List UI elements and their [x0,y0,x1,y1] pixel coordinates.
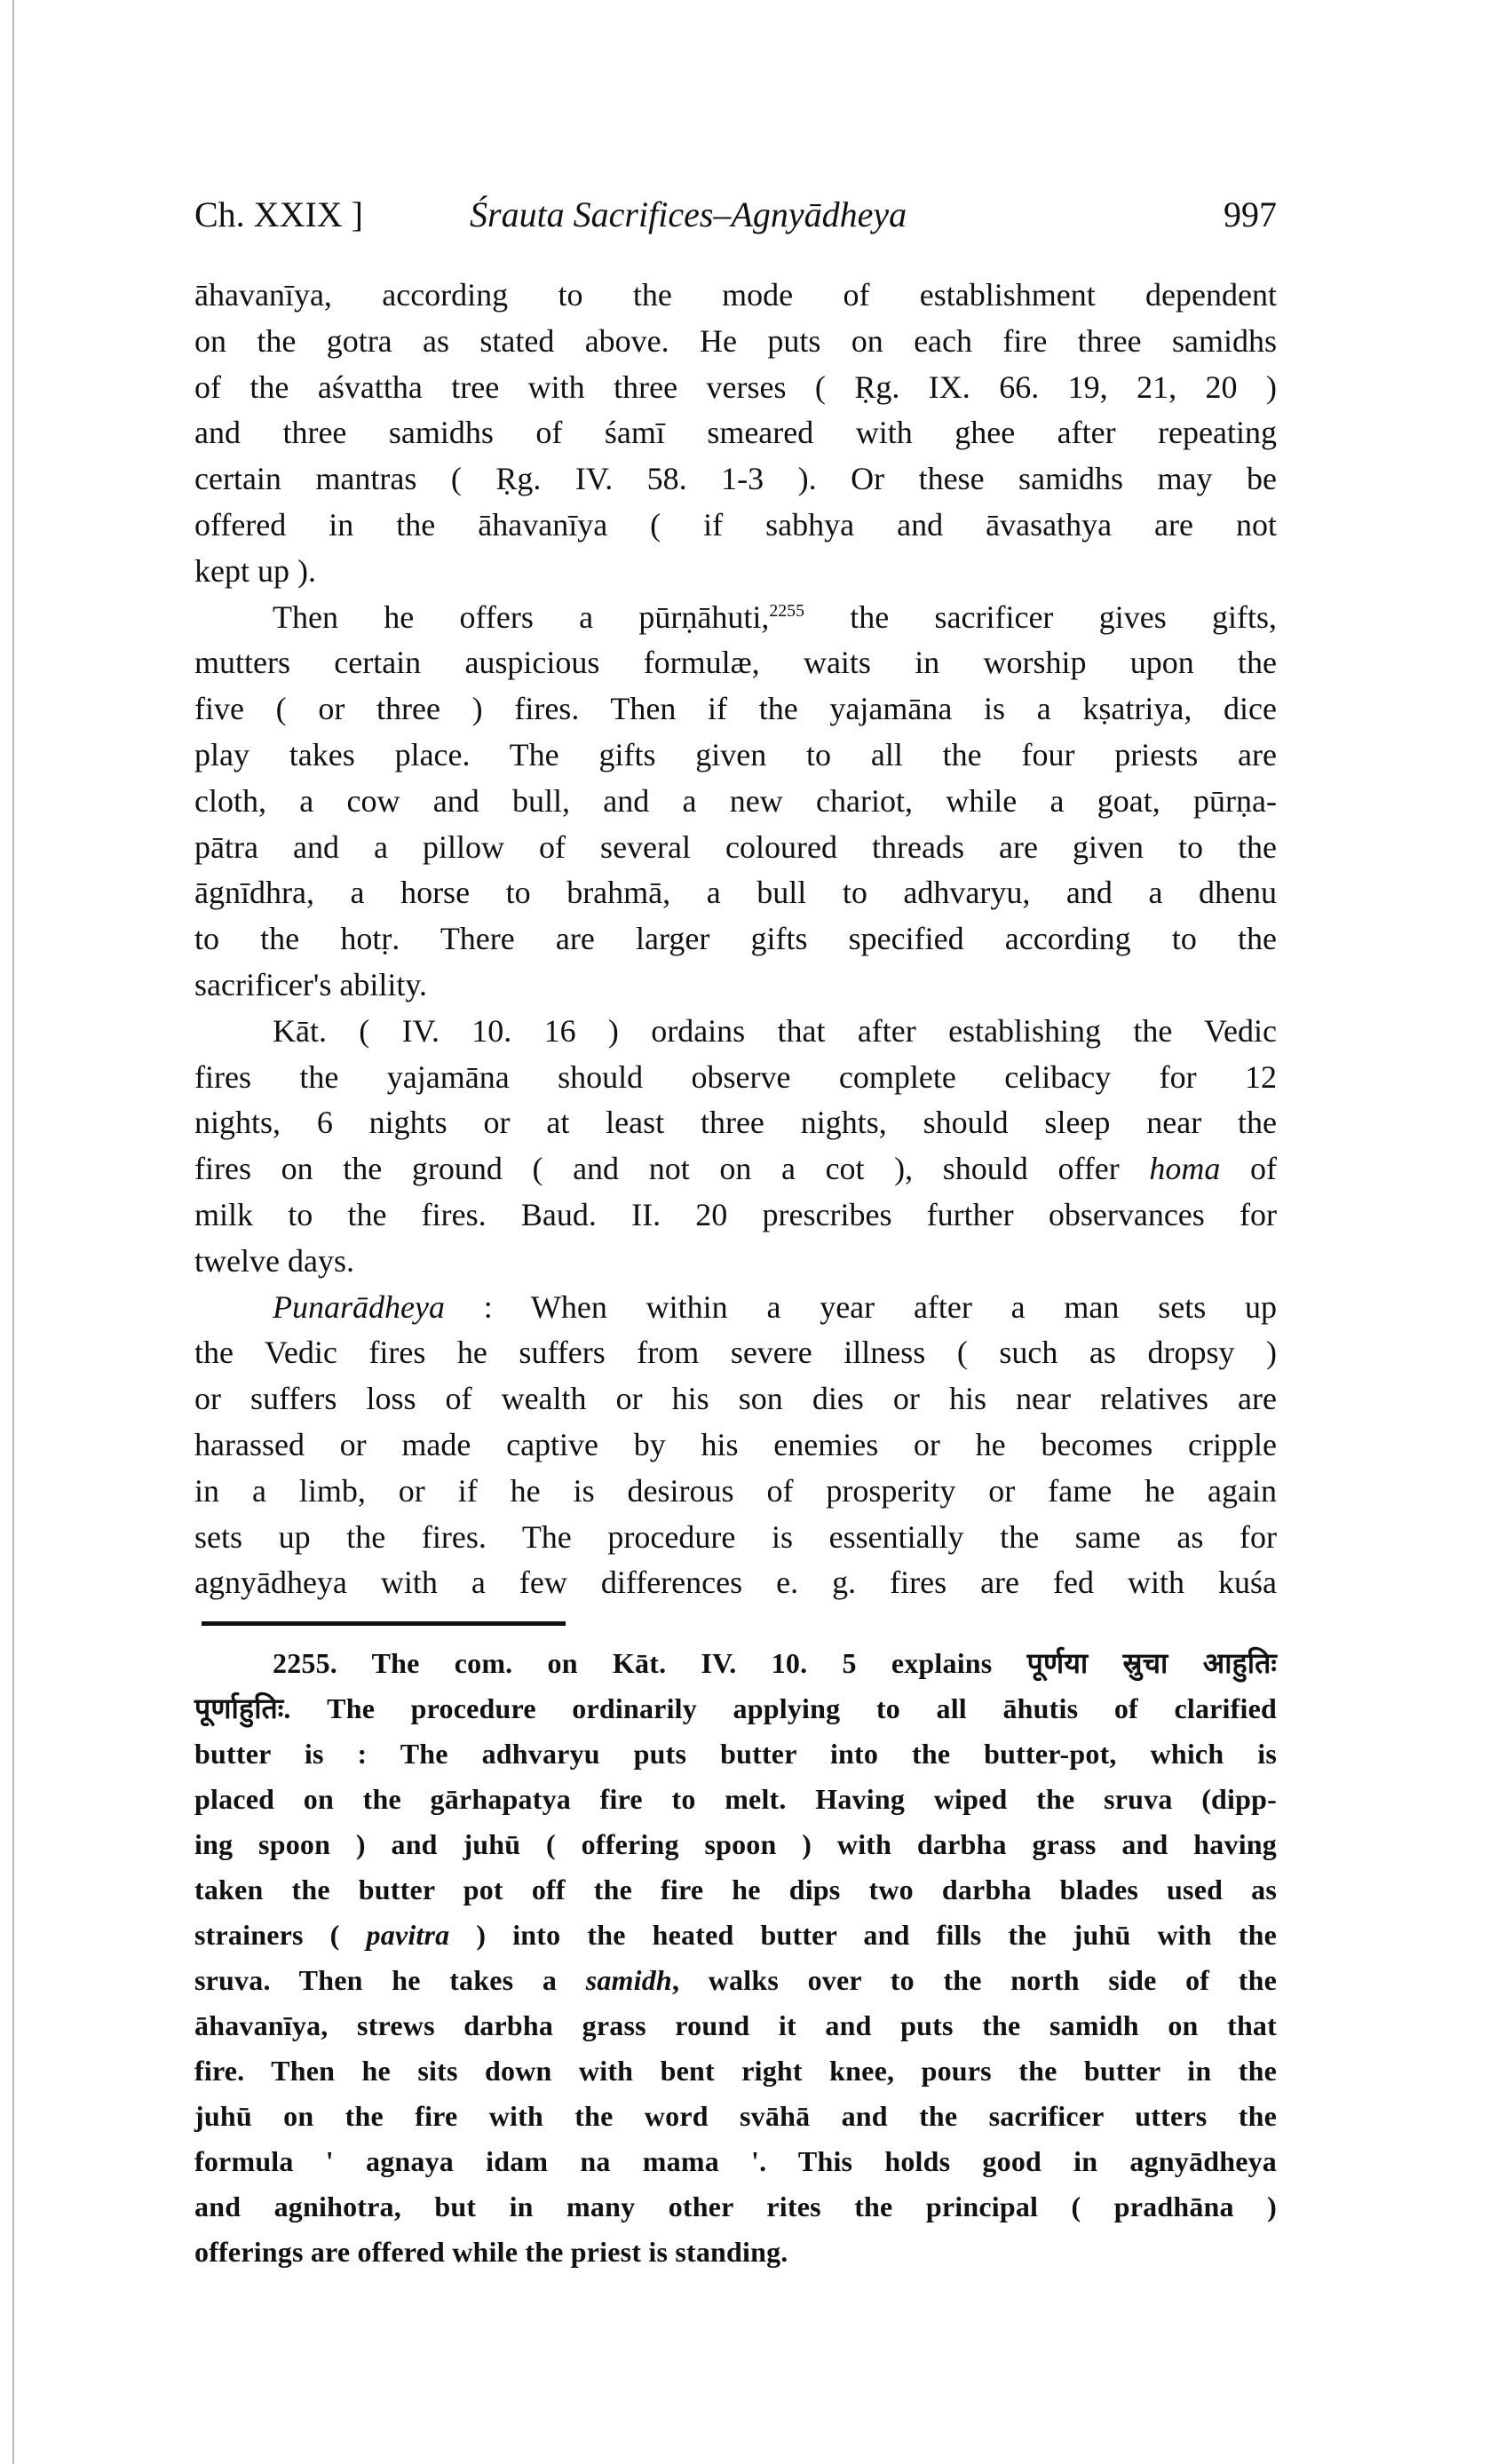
text-run: cloth, a cow and bull, and a new chariot, while a goat, pūrṇa- [194,782,1277,819]
body-line [194,1239,1277,1285]
text-run: ing spoon ) and juhū ( offering spoon ) with darbha grass and having [194,1828,1277,1860]
text-run: āgnīdhra, a horse to brahmā, a bull to adhvaryu, and a dhenu [194,875,1277,911]
body-line [194,1515,1277,1561]
text-run: five ( or three ) fires. Then if the yajamāna is a kṣatriya, dice [194,691,1277,727]
body-line [194,319,1277,365]
footnote-line [194,1822,1277,1867]
text-run: sets up the fires. The procedure is essentially the same as for [194,1518,1277,1555]
body-line [194,1055,1277,1101]
text-run: of [1220,1151,1277,1187]
footnote-line [194,2048,1277,2094]
text-run: sruva. Then he takes a [194,1964,586,1996]
text-run: offered in the āhavanīya ( if sabhya and āvasathya are not [194,506,1277,543]
text-run: and agnihotra, but in many other rites the principal ( pradhāna ) [194,2191,1277,2222]
text-run: fires on the ground ( and not on a cot ), should offer [194,1151,1150,1187]
text-run: taken the butter pot off the fire he dips two darbha blades used as [194,1874,1277,1905]
text-run: juhū on the fire with the word svāhā and the sacrificer utters the [194,2100,1277,2132]
text-run: agnyādheya with a few differences e. g. fires are fed with kuśa [194,1565,1277,1601]
footnote-line [194,1641,1277,1686]
body-text [194,273,1277,1606]
body-line [194,1376,1277,1422]
text-run: formula ' agnaya idam na mama '. This holds good in agnyādheya [194,2145,1277,2177]
body-line [194,916,1277,963]
footnote-line [194,1731,1277,1777]
body-line [194,273,1277,319]
text-run: in a limb, or if he is desirous of prosperity or fame he again [194,1472,1277,1509]
text-run: āhavanīya, according to the mode of establishment dependent [194,277,1277,313]
body-line [194,365,1277,411]
body-line [194,1146,1277,1192]
body-line [194,1009,1277,1055]
footnote-line [194,2230,1277,2275]
italic-term: samidh [585,1964,672,1996]
text-run: placed on the gārhapatya fire to melt. Having wiped the sruva (dipp- [194,1783,1277,1815]
body-line [194,1560,1277,1606]
body-line [194,733,1277,779]
text-run: twelve days. [194,1242,354,1279]
text-run: certain mantras ( Ṛg. IV. 58. 1-3 ). Or these samidhs may be [194,461,1277,497]
text-run: fires the yajamāna should observe complete celibacy for 12 [194,1058,1277,1095]
body-line [194,825,1277,871]
text-run: mutters certain auspicious formulæ, waits in worship upon the [194,645,1277,681]
body-line [194,1469,1277,1515]
text-run: milk to the fires. Baud. II. 20 prescribes further observances for [194,1196,1277,1232]
chapter-label: Ch. XXIX ] [194,194,363,234]
body-line [194,686,1277,733]
text-run: and three samidhs of śamī smeared with ghee after repeating [194,415,1277,451]
body-line [194,640,1277,686]
text-run: Kāt. ( IV. 10. 16 ) ordains that after establishing the Vedic [273,1012,1277,1049]
text-run: of the aśvattha tree with three verses ( Ṛg. IX. 66. 19, 21, 20 ) [194,368,1277,405]
body-line [194,456,1277,503]
text-run: nights, 6 nights or at least three nights, should sleep near the [194,1105,1277,1141]
text-run: the Vedic fires he suffers from severe illness ( such as dropsy ) [194,1335,1277,1371]
footnote-line [194,1958,1277,2003]
text-run: play takes place. The gifts given to all the four priests are [194,736,1277,772]
text-run: butter is : The adhvaryu puts butter into the butter-pot, which is [194,1738,1277,1770]
body-line [194,870,1277,916]
body-line [194,503,1277,549]
body-line [194,1330,1277,1376]
text-run: 2255. The com. on Kāt. IV. 10. 5 explains पूर्णया स्रुचा आहुतिः [273,1647,1277,1679]
text-run: pātra and a pillow of several coloured threads are given to the [194,828,1277,865]
footnote-line [194,1686,1277,1731]
text-run: on the gotra as stated above. He puts on each fire three samidhs [194,322,1277,359]
text-run: : When within a year after a man sets up [444,1288,1277,1325]
text-run: āhavanīya, strews darbha grass round it and puts the samidh on that [194,2009,1277,2041]
footnote-line [194,2094,1277,2139]
page-number: 997 [1224,194,1277,234]
running-header [194,194,1277,238]
body-line [194,595,1277,641]
body-line [194,410,1277,456]
text-run: Then he offers a pūrṇāhuti, [273,598,770,635]
italic-term: Punarādheya [273,1288,445,1325]
footnote-line [194,2184,1277,2230]
footnote-reference: 2255 [769,600,804,621]
body-line [194,1192,1277,1239]
body-line [194,963,1277,1009]
italic-term: homa [1149,1151,1221,1187]
scan-edge [12,0,14,2464]
italic-term: pavitra [366,1919,450,1951]
footnote-line [194,2139,1277,2184]
body-line [194,1422,1277,1469]
footnote-text [194,1641,1277,2275]
footnote-line [194,1867,1277,1913]
text-run: , walks over to the north side of the [671,1964,1277,1996]
text-run: fire. Then he sits down with bent right knee, pours the butter in the [194,2055,1277,2087]
body-line [194,549,1277,595]
running-title: Śrauta Sacrifices–Agnyādheya [470,194,907,234]
text-run: offerings are offered while the priest is standing. [194,2236,788,2268]
text-run: पूर्णाहुतिः. The procedure ordinarily applying to all āhutis of clarified [194,1692,1277,1724]
footnote-line [194,1913,1277,1958]
text-run: kept up ). [194,552,316,589]
text-run: strainers ( [194,1919,367,1951]
text-run: harassed or made captive by his enemies or he becomes cripple [194,1426,1277,1462]
body-line [194,1100,1277,1146]
body-line [194,779,1277,825]
body-line [194,1285,1277,1331]
footnote-line [194,2003,1277,2048]
text-run: the sacrificer gives gifts, [804,598,1277,635]
text-run: ) into the heated butter and fills the juhū with the [449,1919,1277,1951]
footnote-line [194,1777,1277,1822]
text-run: sacrificer's ability. [194,966,428,1002]
text-run: to the hotṛ. There are larger gifts specified according to the [194,921,1277,957]
text-run: or suffers loss of wealth or his son dies or his near relatives are [194,1381,1277,1417]
footnote-rule [202,1621,566,1626]
